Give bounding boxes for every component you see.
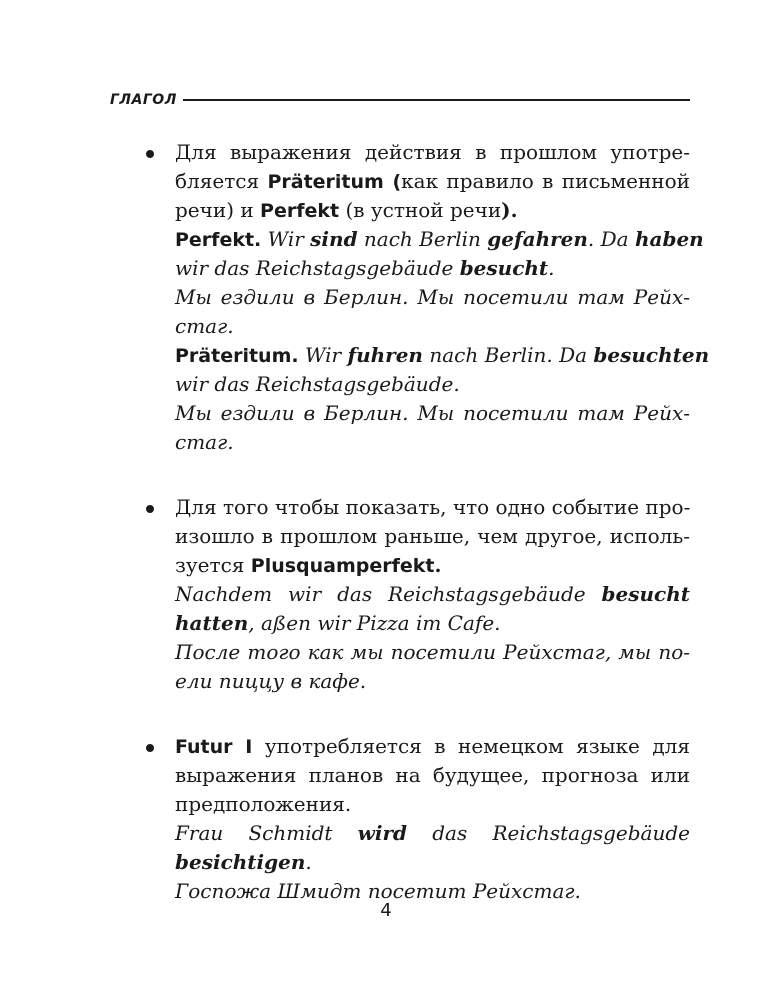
text-line	[175, 167, 690, 196]
text-span: Wir	[261, 227, 311, 251]
label-perfekt: Perfekt.	[175, 229, 262, 251]
text-span: gefahren	[487, 227, 588, 251]
text-line	[175, 341, 710, 370]
text-span: wird	[357, 821, 408, 845]
term-futur: Futur I	[175, 736, 253, 758]
page-number: 4	[380, 900, 392, 921]
text-span: sind	[310, 227, 358, 251]
text-line	[175, 551, 690, 580]
text-span: Wir	[298, 343, 348, 367]
text-span: besucht	[601, 582, 690, 606]
text-span: стаг.	[175, 314, 234, 338]
text-span: besucht	[459, 256, 549, 280]
text-span: бляется	[175, 169, 268, 193]
text-span: haben	[634, 227, 704, 251]
text-span: стаг.	[175, 430, 234, 454]
text-span: (в устной речи	[339, 198, 502, 222]
text-line	[175, 580, 690, 609]
text-line	[175, 848, 690, 877]
text-span: как правило в письменной	[401, 169, 690, 193]
section-futur	[0, 732, 772, 906]
text-line	[175, 399, 690, 428]
header-rule	[183, 99, 690, 101]
text-line	[175, 790, 690, 819]
text-span: .	[548, 256, 555, 280]
text-line	[175, 667, 690, 696]
text-span: Для выражения действия в прошлом употре-	[175, 140, 690, 164]
text-span: Мы ездили в Берлин. Мы посетили там Рейх-	[175, 285, 690, 309]
text-span: wir das Reichstagsgebäude	[175, 256, 460, 280]
text-line	[175, 732, 690, 761]
chapter-header	[110, 88, 690, 112]
chapter-title: ГЛАГОЛ	[110, 92, 177, 108]
text-span: изошло в прошлом раньше, чем другое, исполь-	[175, 524, 690, 548]
text-line	[175, 312, 690, 341]
text-span: Nachdem wir das Reichstagsgebäude	[175, 582, 602, 606]
text-span: Frau Schmidt	[175, 821, 358, 845]
text-line	[175, 225, 704, 254]
text-line	[175, 283, 690, 312]
term-perfekt: Perfekt	[260, 200, 340, 222]
text-span: Мы ездили в Берлин. Мы посетили там Рейх-	[175, 401, 690, 425]
text-span: besuchten	[593, 343, 710, 367]
text-span: hatten	[175, 611, 249, 635]
text-line	[175, 522, 690, 551]
text-span: зуется	[175, 553, 251, 577]
text-line	[175, 493, 690, 522]
text-span: предположения.	[175, 792, 352, 816]
text-line	[175, 254, 690, 283]
bullet-icon	[146, 744, 154, 752]
text-span: . Da	[587, 227, 635, 251]
text-span: Госпожа Шмидт посетит Рейхстаг.	[175, 879, 581, 903]
text-span: употребляется в немецком языке для	[252, 734, 690, 758]
text-line	[175, 428, 690, 457]
text-line	[175, 761, 690, 790]
text-span: речи) и	[175, 198, 261, 222]
text-span: .	[305, 850, 312, 874]
label-prateritum: Präteritum.	[175, 345, 299, 367]
bullet-icon	[146, 505, 154, 513]
text-span: После того как мы посетили Рейхстаг, мы по-	[175, 640, 690, 664]
text-span: das Reichstagsgebäude	[407, 821, 690, 845]
text-line	[175, 138, 690, 167]
text-span: .	[434, 553, 442, 577]
text-line	[175, 638, 690, 667]
text-line	[175, 196, 690, 225]
bullet-icon	[146, 150, 154, 158]
section-plusquamperfekt	[0, 493, 772, 696]
text-line	[175, 609, 690, 638]
text-span: выражения планов на будущее, прогноза или	[175, 763, 690, 787]
section-past-tenses	[0, 138, 772, 457]
text-span: wir das Reichstagsgebäude.	[175, 372, 460, 396]
text-span: Для того чтобы показать, что одно событие про-	[175, 495, 691, 519]
text-span: ели пиццу в кафе.	[175, 669, 367, 693]
term-plusquamperfekt: Plusquamperfekt	[250, 555, 435, 577]
page-content	[0, 138, 772, 942]
text-span: , aßen wir Pizza im Cafe.	[248, 611, 501, 635]
text-span: besichtigen	[175, 850, 306, 874]
term-prateritum: Präteritum (	[267, 171, 402, 193]
text-line	[175, 370, 690, 399]
text-span: ).	[501, 198, 518, 222]
text-span: nach Berlin	[357, 227, 488, 251]
text-line	[175, 819, 690, 848]
text-span: nach Berlin. Da	[422, 343, 594, 367]
text-span: fuhren	[347, 343, 423, 367]
